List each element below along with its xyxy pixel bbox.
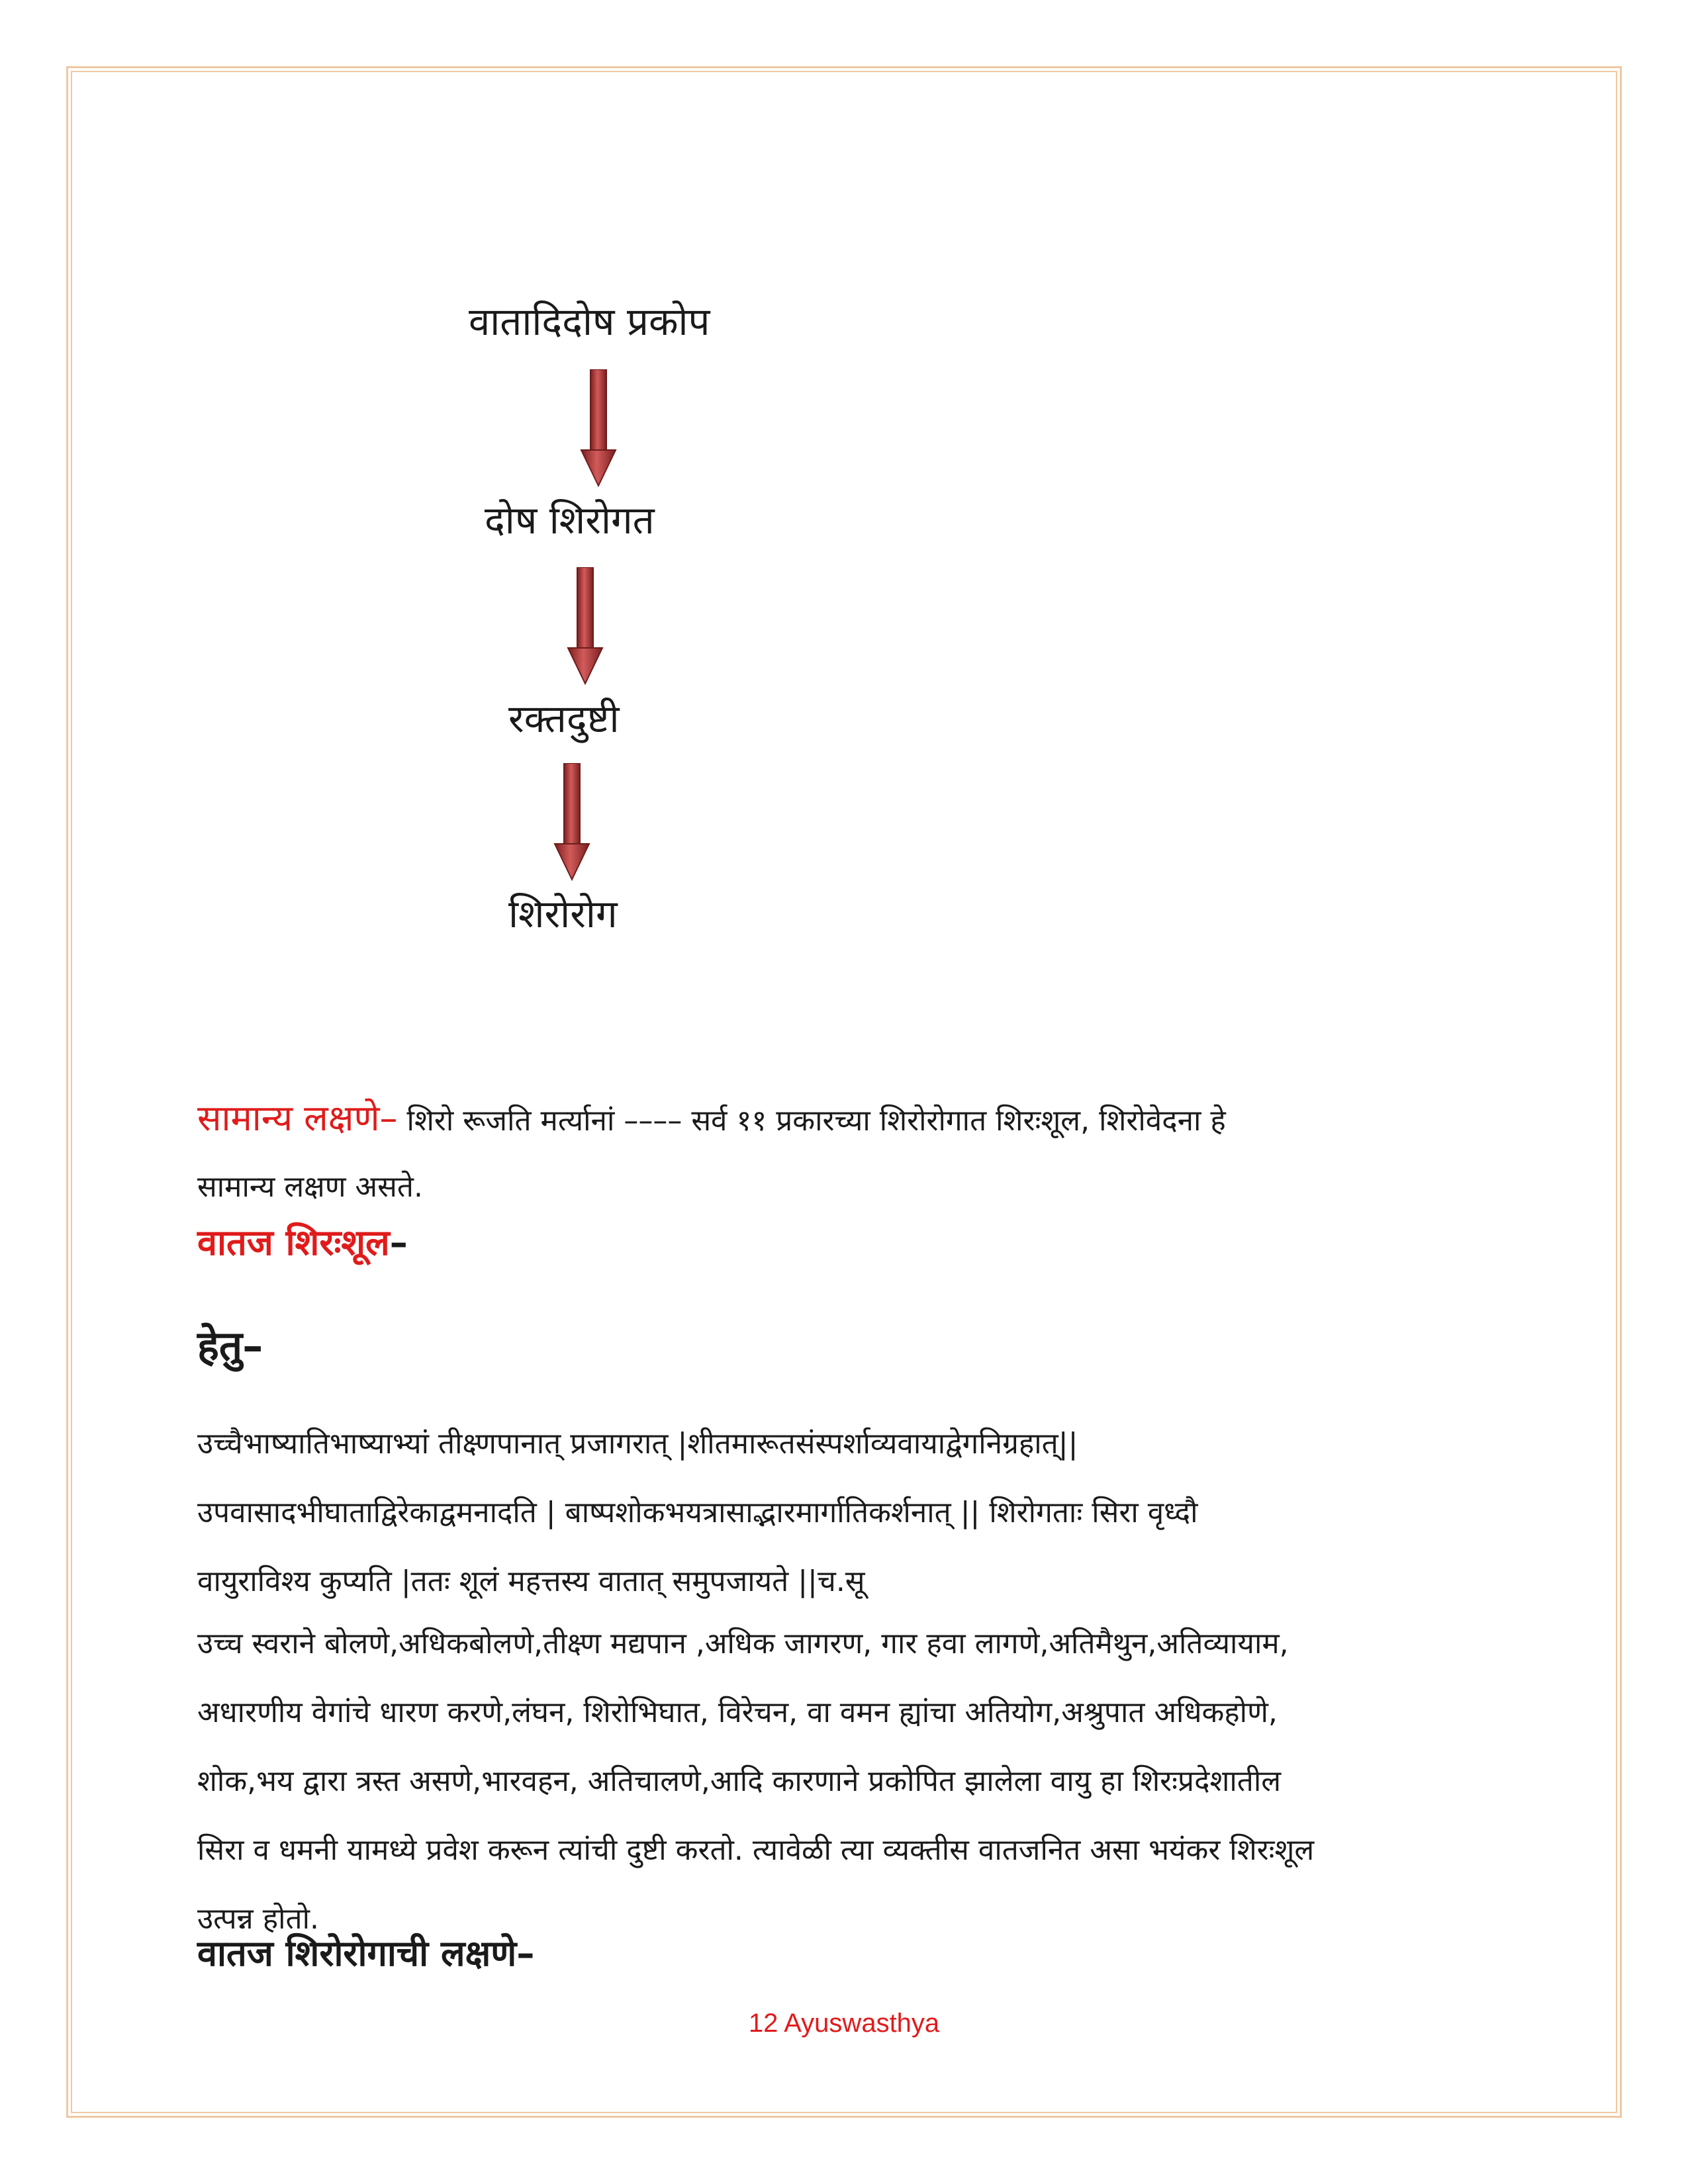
vataj-shirahshool-heading xyxy=(197,1216,408,1265)
shloka-line-1: उच्चैभाष्यातिभाष्याभ्यां तीक्ष्णपानात् प्रजागरात् |शीतमारूतसंस्पर्शाव्यवायाद्वेगनिग्रहात्|| xyxy=(197,1427,1078,1461)
explanation-line-3: शोक,भय द्वारा त्रस्त असणे,भारवहन, अतिचालणे,आदि कारणाने प्रकोपित झालेला वायु हा शिरःप्रदेशातील xyxy=(197,1764,1282,1798)
samanya-text-line2: सामान्य लक्षण असते. xyxy=(197,1170,423,1204)
hetu-heading: हेतु– xyxy=(197,1322,263,1370)
hetu-explanation-paragraph xyxy=(197,1610,1495,1954)
shloka-line-2: उपवासादभीघाताद्विरेकाद्वमनादति | बाष्पशोकभयत्रासाद्भारमार्गातिकर्शनात् || शिरोगताः सिरा वृध्दौ xyxy=(197,1496,1198,1529)
flowchart-node-dosha-prakopa: वातादिदोष प्रकोप xyxy=(469,299,710,344)
down-arrow-icon xyxy=(565,567,605,686)
flowchart-node-raktadushti: रक्तदुष्टी xyxy=(508,696,620,741)
vataj-heading-red-part: वातज शिरःशूल xyxy=(197,1222,390,1263)
vataj-shiroroga-lakshane-heading: वातज शिरोरोगाची लक्षणे– xyxy=(197,1933,535,1974)
explanation-line-4: सिरा व धमनी यामध्ये प्रवेश करून त्यांची दुष्टी करतो. त्यावेळी त्या व्यक्तीस वातजनित असा भयंकर शिरःशूल xyxy=(197,1833,1315,1867)
flowchart-node-shiroroga: शिरोरोग xyxy=(508,891,618,936)
vataj-heading-suffix: – xyxy=(389,1222,408,1263)
shloka-block xyxy=(197,1410,1495,1616)
down-arrow-icon xyxy=(579,369,618,488)
explanation-line-1: उच्च स्वराने बोलणे,अधिकबोलणे,तीक्ष्ण मद्यपान ,अधिक जागरण, गार हवा लागणे,अतिमैथुन,अतिव्यायाम, xyxy=(197,1627,1289,1661)
down-arrow-icon xyxy=(552,763,592,882)
page-footer: 12 Ayuswasthya xyxy=(748,2009,940,2038)
samanya-lakshane-paragraph xyxy=(197,1085,1495,1220)
shloka-line-3: वायुराविश्य कुप्यति |ततः शूलं महत्तस्य वातात् समुपजायते ||च.सू xyxy=(197,1565,865,1598)
samanya-text-line1: शिरो रूजति मर्त्यानां –––– सर्व ११ प्रकारच्या शिरोरोगात शिरःशूल, शिरोवेदना हे xyxy=(397,1104,1226,1138)
samanya-lakshane-label: सामान्य लक्षणे– xyxy=(197,1097,398,1139)
explanation-line-5: उत्पन्न होतो. xyxy=(197,1902,319,1936)
flowchart-node-dosha-shirogata: दोष शिरोगत xyxy=(485,498,655,543)
explanation-line-2: अधारणीय वेगांचे धारण करणे,लंघन, शिरोभिघात, विरेचन, वा वमन ह्यांचा अतियोग,अश्रुपात अधिकहोणे, xyxy=(197,1696,1278,1729)
